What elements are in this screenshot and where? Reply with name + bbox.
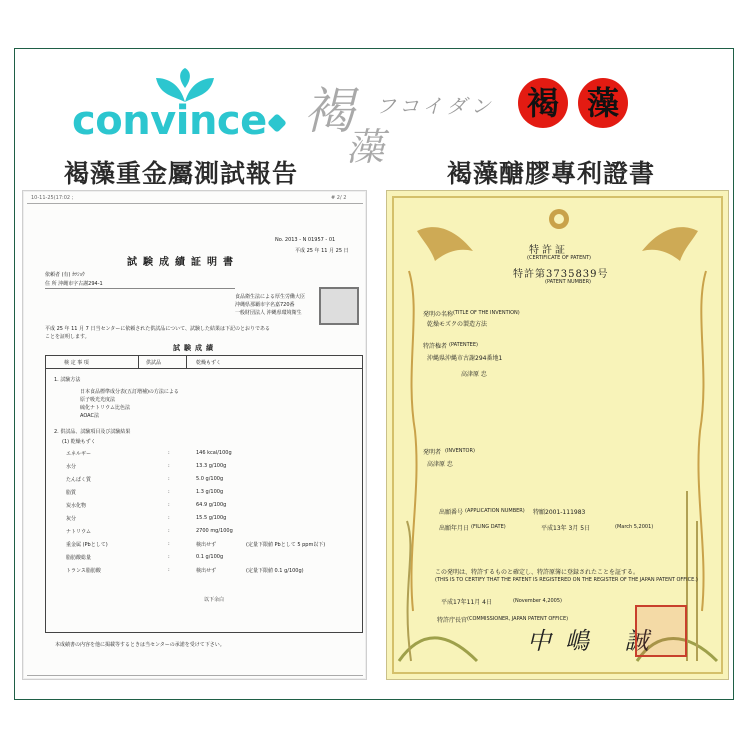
row-note: (定量下限値 Pbとして 5 ppm以下) xyxy=(246,542,326,548)
results-title: 2. 供試品、試験項目及び試験結果 xyxy=(54,429,131,435)
grant-date: 平成17年11月 4日 xyxy=(441,599,492,606)
row-colon: : xyxy=(168,528,170,534)
lab-line-1: 食品衛生法による厚生労働大臣 xyxy=(235,294,306,300)
appno-label: 出願番号 xyxy=(439,509,464,516)
results-heading: 試験成績 xyxy=(173,343,217,352)
filing-label-en: (FILING DATE) xyxy=(471,524,506,530)
patent-number-en: (PATENT NUMBER) xyxy=(545,279,592,285)
row-value: 146 kcal/100g xyxy=(196,450,232,456)
row-colon: : xyxy=(168,476,170,482)
method-heading: 1. 試験方法 xyxy=(54,377,81,383)
invention-title: 乾燥モズクの製造方法 xyxy=(427,321,488,328)
filing-label: 出願年月日 xyxy=(439,525,470,532)
statement-en: (THIS IS TO CERTIFY THAT THE PATENT IS REGISTERED ON THE REGISTER OF THE JAPAN PATENT OFFICE.) xyxy=(435,577,698,583)
title-right: 褐藻醣膠專利證書 xyxy=(447,159,656,188)
report-footer: 本成績書の内容を他に掲載等するときは当センターの承諾を受けて下さい。 xyxy=(55,642,225,648)
page-number: # 2/ 2 xyxy=(331,195,347,201)
commissioner-label: 特許庁長官 xyxy=(437,617,468,624)
lab-line-3: 一般財団法人 沖縄県環境衛生 xyxy=(235,310,302,316)
lab-line-2: 沖縄県那覇市字名嘉720番 xyxy=(235,302,295,308)
row-value: 64.9 g/100g xyxy=(196,502,227,508)
col-sample: 供試品 xyxy=(146,360,162,366)
row-name: エネルギー xyxy=(66,451,92,457)
report-note-2: ことを証明します。 xyxy=(45,334,90,340)
inventor-label-en: (INVENTOR) xyxy=(445,448,475,454)
seal-1: 褐 xyxy=(518,78,568,128)
row-colon: : xyxy=(168,463,170,469)
table-row xyxy=(46,476,362,488)
fax-stamp: 10-11-25(17:02 ; xyxy=(31,195,74,201)
holder-label-en: (PATENTEE) xyxy=(449,342,478,348)
row-name: 脂質 xyxy=(66,490,77,496)
row-value: 2700 mg/100g xyxy=(196,528,233,534)
requester: 依頼者 (有) ｶﾂｼｮｳ xyxy=(45,272,85,278)
inventor-label: 発明者 xyxy=(423,449,442,456)
calligraphy-kanji-1: 褐 xyxy=(304,82,354,140)
table-row xyxy=(46,567,362,579)
requester-address: 住 所 沖縄市字古謝294-1 xyxy=(45,281,103,287)
table-row xyxy=(46,463,362,475)
lab-seal-stamp xyxy=(319,287,359,325)
method-1: 日本食品標準成分表(五訂増補)の方法による xyxy=(80,389,179,395)
calligraphy-kanji-2: 藻 xyxy=(346,125,385,166)
row-colon: : xyxy=(168,554,170,560)
grant-date-en: (November 4,2005) xyxy=(513,598,562,604)
filing-date: 平成13年 3月 5日 xyxy=(541,525,591,532)
row-value: 13.3 g/100g xyxy=(196,463,227,469)
row-value: 検出せず xyxy=(196,542,217,548)
table-row xyxy=(46,450,362,462)
appno-label-en: (APPLICATION NUMBER) xyxy=(465,508,525,514)
holder-name: 高津原 忠 xyxy=(461,371,487,378)
invention-label-en: (TITLE OF THE INVENTION) xyxy=(453,310,520,316)
inventor-name: 高津原 忠 xyxy=(427,461,453,468)
calligraphy-katakana: フコイダン xyxy=(376,94,495,118)
holder-label: 特許権者 xyxy=(423,343,448,350)
results-table xyxy=(45,355,363,633)
method-3: 硫化ナトリウム比色法 xyxy=(80,405,130,411)
brand-dot xyxy=(267,113,287,133)
end-of-report: 以下余白 xyxy=(204,597,225,603)
commissioner-seal xyxy=(635,605,687,657)
row-value: 検出せず xyxy=(196,568,217,574)
method-4: AOAC法 xyxy=(80,413,100,419)
report-date: 平成 25 年 11 月 25 日 xyxy=(295,248,349,254)
row-colon: : xyxy=(168,450,170,456)
table-row xyxy=(46,515,362,527)
row-name: 脂肪酸総量 xyxy=(66,555,92,561)
patent-heading: 特許証 xyxy=(529,245,568,256)
row-name: 水分 xyxy=(66,464,77,470)
invention-label: 発明の名称 xyxy=(423,311,454,318)
row-colon: : xyxy=(168,489,170,495)
col-item: 検 定 事 項 xyxy=(64,360,89,366)
row-name: トランス脂肪酸 xyxy=(66,568,101,574)
commissioner-label-en: (COMMISSIONER, JAPAN PATENT OFFICE) xyxy=(467,616,569,622)
holder-address: 沖縄県沖縄市古謝294番地1 xyxy=(427,355,503,362)
row-colon: : xyxy=(168,502,170,508)
brand-name: convince xyxy=(72,98,267,144)
patent-heading-en: (CERTIFICATE OF PATENT) xyxy=(527,255,592,261)
row-name: たんぱく質 xyxy=(66,477,92,483)
seal-2: 藻 xyxy=(578,78,628,128)
patent-number: 特許第3735839号 xyxy=(513,269,609,280)
row-value: 1.3 g/100g xyxy=(196,489,224,495)
filing-date-en: (March 5,2001) xyxy=(615,524,654,530)
doc-number: No. 2013 - N 01957 - 01 xyxy=(275,237,336,243)
calligraphy xyxy=(302,76,512,166)
row-colon: : xyxy=(168,541,170,547)
table-row xyxy=(46,502,362,514)
sample-name: 乾燥もずく xyxy=(196,360,222,366)
method-2: 原子吸光光度法 xyxy=(80,397,116,403)
table-row xyxy=(46,528,362,540)
patent-certificate xyxy=(386,190,729,680)
row-value: 5.0 g/100g xyxy=(196,476,224,482)
statement: この発明は、特許するものと確定し、特許原簿に登録されたことを証する。 xyxy=(435,569,640,576)
test-report xyxy=(22,190,367,680)
row-colon: : xyxy=(168,515,170,521)
commissioner-signature: 中嶋 誠 xyxy=(527,627,663,655)
row-value: 15.5 g/100g xyxy=(196,515,227,521)
table-row xyxy=(46,489,362,501)
row-colon: : xyxy=(168,567,170,573)
appno: 特願2001-111983 xyxy=(533,509,586,516)
row-name: 灰分 xyxy=(66,516,77,522)
report-note-1: 平成 25 年 11 月 7 日当センターに依頼された供試品について、試験した結果は下記のとおりである xyxy=(45,326,271,332)
row-name: 重金属 (Pbとして) xyxy=(66,542,108,548)
report-heading: 試験成績証明書 xyxy=(127,257,239,268)
row-name: 炭水化物 xyxy=(66,503,87,509)
sample-label: (1) 乾燥もずく xyxy=(62,439,96,445)
row-name: ナトリウム xyxy=(66,529,91,535)
title-left: 褐藻重金屬測試報告 xyxy=(64,159,299,188)
table-row xyxy=(46,541,362,553)
table-row xyxy=(46,554,362,566)
brand-logo xyxy=(72,68,302,148)
row-value: 0.1 g/100g xyxy=(196,554,224,560)
row-note: (定量下限値 0.1 g/100g) xyxy=(246,568,304,574)
